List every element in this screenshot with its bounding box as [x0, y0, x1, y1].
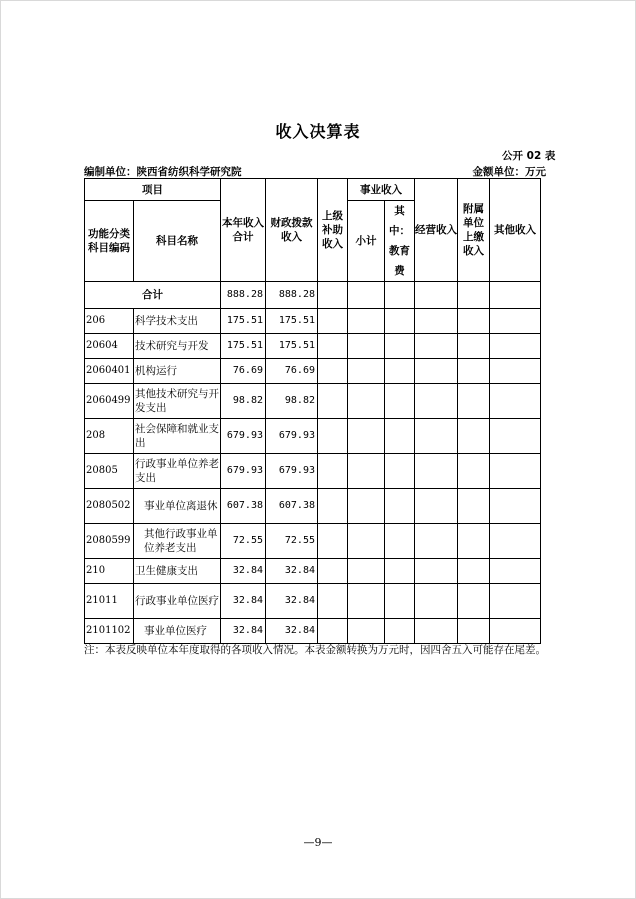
- empty-cell: [415, 282, 458, 309]
- empty-cell: [348, 334, 385, 359]
- table-row: [85, 619, 541, 644]
- empty-cell: [318, 359, 348, 384]
- empty-cell: [490, 282, 541, 309]
- empty-cell: [385, 282, 415, 309]
- empty-cell: [318, 309, 348, 334]
- table-row-total: [85, 282, 541, 309]
- empty-cell: [318, 419, 348, 454]
- empty-cell: [385, 524, 415, 559]
- header-func-code: 功能分类科目编码: [85, 201, 134, 282]
- empty-cell: [458, 419, 490, 454]
- income-table: [84, 178, 541, 644]
- empty-cell: [458, 334, 490, 359]
- table-row: [85, 584, 541, 619]
- empty-cell: [348, 559, 385, 584]
- empty-cell: [415, 454, 458, 489]
- row-total: 98.82: [221, 384, 266, 419]
- total-label: 合计: [85, 282, 221, 309]
- form-number: 公开 02 表: [502, 150, 556, 162]
- empty-cell: [415, 524, 458, 559]
- empty-cell: [415, 619, 458, 644]
- total-income-cell: 888.28: [221, 282, 266, 309]
- row-fiscal: 679.93: [266, 454, 318, 489]
- row-name: 事业单位医疗: [134, 619, 221, 644]
- row-name: 行政事业单位医疗: [134, 584, 221, 619]
- empty-cell: [318, 384, 348, 419]
- document-title: 收入决算表: [275, 122, 361, 141]
- empty-cell: [490, 524, 541, 559]
- empty-cell: [348, 584, 385, 619]
- total-fiscal-cell: 888.28: [266, 282, 318, 309]
- row-code: 2060499: [85, 384, 134, 419]
- header-edu-fee: 其中：教育费: [385, 201, 415, 282]
- empty-cell: [415, 559, 458, 584]
- table-row: [85, 454, 541, 489]
- empty-cell: [348, 419, 385, 454]
- empty-cell: [348, 384, 385, 419]
- row-fiscal: 72.55: [266, 524, 318, 559]
- row-name: 事业单位离退休: [134, 489, 221, 524]
- row-name: 科学技术支出: [134, 309, 221, 334]
- table-row: [85, 334, 541, 359]
- empty-cell: [318, 489, 348, 524]
- empty-cell: [348, 489, 385, 524]
- empty-cell: [318, 334, 348, 359]
- row-code: 2080502: [85, 489, 134, 524]
- empty-cell: [458, 384, 490, 419]
- empty-cell: [490, 619, 541, 644]
- row-code: 2101102: [85, 619, 134, 644]
- empty-cell: [348, 619, 385, 644]
- empty-cell: [348, 282, 385, 309]
- header-item: 项目: [85, 179, 221, 201]
- table-row: [85, 359, 541, 384]
- amount-unit: 金额单位：万元: [472, 166, 546, 178]
- row-fiscal: 607.38: [266, 489, 318, 524]
- table-row: [85, 309, 541, 334]
- empty-cell: [458, 454, 490, 489]
- empty-cell: [458, 282, 490, 309]
- empty-cell: [385, 619, 415, 644]
- row-fiscal: 32.84: [266, 619, 318, 644]
- header-superior-subsidy: 上级补助收入: [318, 179, 348, 282]
- header-other: 其他收入: [490, 179, 541, 282]
- row-code: 2080599: [85, 524, 134, 559]
- header-subtotal: 小计: [348, 201, 385, 282]
- row-total: 175.51: [221, 334, 266, 359]
- row-total: 32.84: [221, 619, 266, 644]
- table-row: [85, 559, 541, 584]
- row-total: 175.51: [221, 309, 266, 334]
- row-fiscal: 98.82: [266, 384, 318, 419]
- empty-cell: [490, 334, 541, 359]
- empty-cell: [385, 559, 415, 584]
- empty-cell: [458, 619, 490, 644]
- row-name: 其他技术研究与开发支出: [134, 384, 221, 419]
- empty-cell: [490, 384, 541, 419]
- row-name: 技术研究与开发: [134, 334, 221, 359]
- empty-cell: [458, 489, 490, 524]
- empty-cell: [415, 384, 458, 419]
- header-business-income: 事业收入: [348, 179, 415, 201]
- row-total: 32.84: [221, 584, 266, 619]
- row-code: 2060401: [85, 359, 134, 384]
- row-fiscal: 76.69: [266, 359, 318, 384]
- row-name: 其他行政事业单位养老支出: [134, 524, 221, 559]
- empty-cell: [490, 454, 541, 489]
- empty-cell: [458, 559, 490, 584]
- header-fiscal: 财政拨款收入: [266, 179, 318, 282]
- empty-cell: [348, 454, 385, 489]
- row-name: 卫生健康支出: [134, 559, 221, 584]
- empty-cell: [490, 359, 541, 384]
- row-fiscal: 175.51: [266, 334, 318, 359]
- empty-cell: [458, 584, 490, 619]
- empty-cell: [348, 524, 385, 559]
- row-total: 679.93: [221, 454, 266, 489]
- header-subject-name: 科目名称: [134, 201, 221, 282]
- empty-cell: [458, 359, 490, 384]
- empty-cell: [318, 282, 348, 309]
- empty-cell: [318, 619, 348, 644]
- table-row: [85, 419, 541, 454]
- row-code: 20604: [85, 334, 134, 359]
- empty-cell: [385, 384, 415, 419]
- table-row: [85, 384, 541, 419]
- row-name: 行政事业单位养老支出: [134, 454, 221, 489]
- empty-cell: [415, 419, 458, 454]
- row-total: 607.38: [221, 489, 266, 524]
- empty-cell: [385, 454, 415, 489]
- row-code: 210: [85, 559, 134, 584]
- row-total: 679.93: [221, 419, 266, 454]
- empty-cell: [385, 334, 415, 359]
- page-number: —9—: [303, 836, 333, 849]
- empty-cell: [458, 309, 490, 334]
- unit-row: [84, 164, 546, 178]
- footnote: 注：本表反映单位本年度取得的各项收入情况。本表金额转换为万元时，因四舍五入可能存在尾差。: [84, 644, 546, 656]
- empty-cell: [318, 584, 348, 619]
- table-row: [85, 489, 541, 524]
- row-name: 社会保障和就业支出: [134, 419, 221, 454]
- empty-cell: [318, 524, 348, 559]
- header-affiliated: 附属单位上缴收入: [458, 179, 490, 282]
- empty-cell: [415, 309, 458, 334]
- empty-cell: [385, 489, 415, 524]
- empty-cell: [415, 489, 458, 524]
- empty-cell: [415, 334, 458, 359]
- row-code: 21011: [85, 584, 134, 619]
- empty-cell: [385, 584, 415, 619]
- row-fiscal: 679.93: [266, 419, 318, 454]
- compiler-unit: 编制单位：陕西省纺织科学研究院: [84, 166, 242, 178]
- empty-cell: [490, 584, 541, 619]
- empty-cell: [385, 309, 415, 334]
- empty-cell: [318, 559, 348, 584]
- empty-cell: [318, 454, 348, 489]
- empty-cell: [490, 559, 541, 584]
- row-name: 机构运行: [134, 359, 221, 384]
- row-total: 76.69: [221, 359, 266, 384]
- empty-cell: [415, 359, 458, 384]
- row-code: 20805: [85, 454, 134, 489]
- empty-cell: [490, 419, 541, 454]
- empty-cell: [490, 489, 541, 524]
- row-fiscal: 175.51: [266, 309, 318, 334]
- row-fiscal: 32.84: [266, 559, 318, 584]
- row-total: 72.55: [221, 524, 266, 559]
- row-code: 206: [85, 309, 134, 334]
- row-fiscal: 32.84: [266, 584, 318, 619]
- header-total-income: 本年收入合计: [221, 179, 266, 282]
- empty-cell: [490, 309, 541, 334]
- empty-cell: [415, 584, 458, 619]
- row-code: 208: [85, 419, 134, 454]
- empty-cell: [385, 359, 415, 384]
- row-total: 32.84: [221, 559, 266, 584]
- empty-cell: [348, 309, 385, 334]
- table-row: [85, 524, 541, 559]
- empty-cell: [458, 524, 490, 559]
- empty-cell: [385, 419, 415, 454]
- empty-cell: [348, 359, 385, 384]
- header-operating: 经营收入: [415, 179, 458, 282]
